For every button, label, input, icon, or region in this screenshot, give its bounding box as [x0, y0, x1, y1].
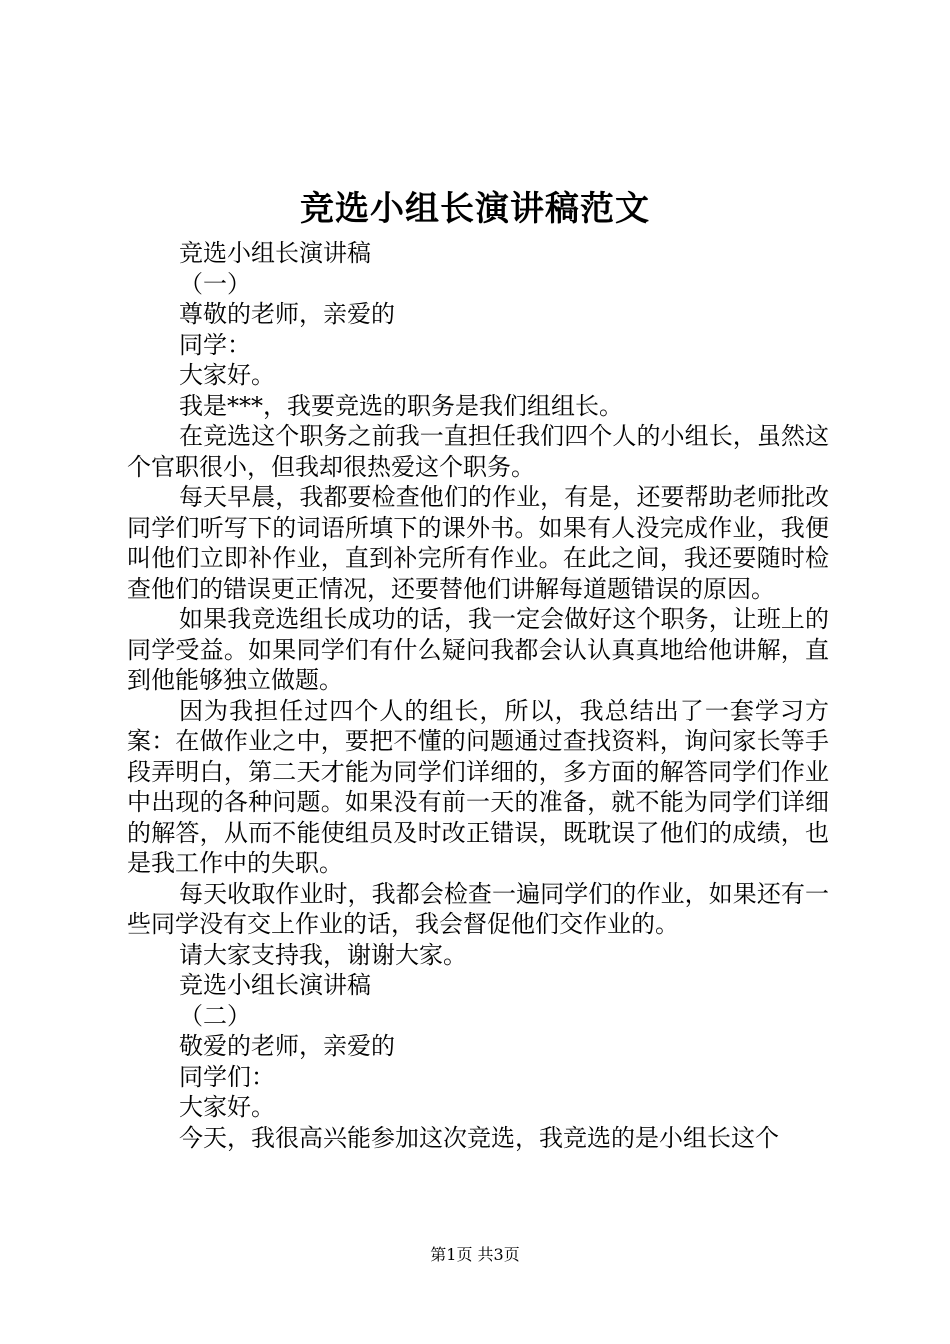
paragraph: 在竞选这个职务之前我一直担任我们四个人的小组长，虽然这个官职很小，但我却很热爱这个职务。 — [127, 422, 829, 481]
paragraph: （二） — [179, 1001, 251, 1030]
paragraph: 每天收取作业时，我都会检查一遍同学们的作业，如果还有一些同学没有交上作业的话，我会督促他们交作业的。 — [127, 879, 829, 938]
page-footer: 第1页 共3页 — [430, 1245, 520, 1264]
paragraph: （一） — [179, 269, 251, 298]
paragraph: 因为我担任过四个人的组长，所以，我总结出了一套学习方案：在做作业之中，要把不懂的问题通过查找资料，询问家长等手段弄明白，第二天才能为同学们详细的，多方面的解答同学们作业中出现的各种问题。如果没有前一天的准备，就不能为同学们详细的解答，从而不能使组员及时改正错误，既耽误了他们的成绩，也是我工作中的失职。 — [127, 696, 829, 877]
paragraph: 尊敬的老师，亲爱的 — [179, 300, 395, 328]
paragraph: 请大家支持我，谢谢大家。 — [179, 940, 467, 969]
paragraph: 竞选小组长演讲稿 — [179, 239, 371, 267]
paragraph: 大家好。 — [179, 361, 275, 389]
paragraph: 敬爱的老师，亲爱的 — [179, 1032, 395, 1060]
paragraph: 我是***，我要竞选的职务是我们组组长。 — [179, 391, 623, 420]
document-body — [127, 238, 829, 1153]
paragraph: 每天早晨，我都要检查他们的作业，有是，还要帮助老师批改同学们听写下的词语所填下的课外书。如果有人没完成作业，我便叫他们立即补作业，直到补完所有作业。在此之间，我还要随时检查他们的错误更正情况，还要替他们讲解每道题错误的原因。 — [127, 483, 829, 603]
paragraph: 大家好。 — [179, 1093, 275, 1121]
paragraph: 如果我竞选组长成功的话，我一定会做好这个职务，让班上的同学受益。如果同学们有什么疑问我都会认认真真地给他讲解，直到他能够独立做题。 — [127, 605, 829, 694]
paragraph: 竞选小组长演讲稿 — [179, 971, 371, 999]
paragraph: 今天，我很高兴能参加这次竞选，我竞选的是小组长这个 — [179, 1123, 779, 1152]
document-title: 竞选小组长演讲稿范文 — [300, 189, 650, 229]
paragraph: 同学： — [179, 330, 251, 359]
paragraph: 同学们： — [179, 1062, 275, 1091]
